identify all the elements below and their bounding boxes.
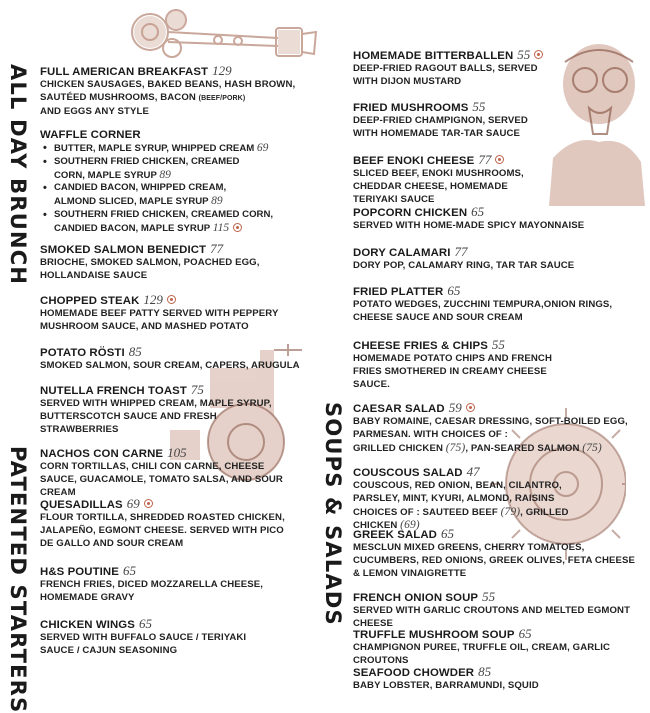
item-description: HOMEMADE BEEF PATTY SERVED WITH PEPPERY MUSHROOM SAUCE, AND MASHED POTATO [40,308,279,332]
menu-item-smoked-salmon-benedict [40,242,330,283]
menu-item-fried-mushrooms [353,100,643,141]
item-name: CAESAR SALAD 59 [353,401,643,416]
menu-item-nutella-french-toast [40,383,330,436]
item-price: 77 [478,152,492,167]
item-description: CHAMPIGNON PUREE, TRUFFLE OIL, CREAM, GARLIC CROUTONS [353,642,611,666]
item-name: CHICKEN WINGS 65 [40,616,152,631]
item-name: POPCORN CHICKEN 65 [353,204,485,219]
item-description: CHICKEN SAUSAGES, BAKED BEANS, HASH BROWN, SAUTÉED MUSHROOMS, BACON (BEEF/PORK) AND EGGS ANY STYLE [40,79,296,117]
item-price: 55 [472,99,486,114]
menu-item-hs-poutine [40,564,330,605]
item-name: FRIED PLATTER 65 [353,283,461,298]
item-price: 55 [491,337,505,352]
menu-item-cheese-fries-chips [353,338,643,391]
list-item: • CANDIED BACON, WHIPPED CREAM, ALMOND SLICED, MAPLE SYRUP 89 [54,182,264,209]
item-price: 65 [471,204,485,219]
menu-item-quesadillas [40,497,330,550]
menu-item-homemade-bitterballen [353,48,643,89]
section-title-soups-salads: SOUPS & SALADS [321,402,345,626]
item-description: SERVED WITH HOME-MADE SPICY MAYONNAISE [353,220,585,231]
item-description: SLICED BEEF, ENOKI MUSHROOMS, CHEDDAR CHEESE, HOMEMADE TERIYAKI SAUCE [353,168,524,205]
item-price: 65 [441,526,455,541]
item-price: 47 [466,464,480,479]
item-description: MESCLUN MIXED GREENS, CHERRY TOMATOES, CUCUMBERS, RED ONIONS, GREEK OLIVES, FETA CHEESE & LEMON VINAIGRETTE [353,542,635,579]
list-item: • BUTTER, MAPLE SYRUP, WHIPPED CREAM 69 [54,142,330,156]
menu-item-nachos-con-carne [40,446,330,499]
item-name: TRUFFLE MUSHROOM SOUP 65 [353,626,532,641]
signature-badge-icon [534,50,543,59]
item-price: 77 [210,241,224,256]
item-description: POTATO WEDGES, ZUCCHINI TEMPURA,ONION RINGS, CHEESE SAUCE AND SOUR CREAM [353,299,613,323]
item-price: 65 [447,283,461,298]
item-name: FULL AMERICAN BREAKFAST 129 [40,63,232,78]
menu-item-french-onion-soup [353,590,643,631]
item-price: 129 [143,292,163,307]
item-description: COUSCOUS, RED ONION, BEAN, CILANTRO, PARSLEY, MINT, KYURI, ALMOND, RAISINS CHOICES OF : SAUTEED BEEF (79), GRILLED CHICKEN (69) [353,480,569,532]
menu-item-potato-rosti [40,345,330,373]
menu-item-fried-platter [353,284,643,325]
item-name: SEAFOOD CHOWDER 85 [353,664,492,679]
item-price: 77 [454,244,468,259]
item-name: BEEF ENOKI CHEESE 77 [353,153,643,168]
item-description: DEEP-FRIED RAGOUT BALLS, SERVED WITH DIJON MUSTARD [353,63,538,87]
item-note: (BEEF/PORK) [198,94,246,102]
item-description: SMOKED SALMON, SOUR CREAM, CAPERS, ARUGULA [40,360,300,371]
item-name: NUTELLA FRENCH TOAST 75 [40,382,204,397]
menu-item-caesar-salad [353,401,643,455]
item-name: POTATO RÖSTI 85 [40,344,142,359]
item-price: 55 [482,589,496,604]
item-price: 85 [478,664,492,679]
signature-badge-icon [495,155,504,164]
item-name: SMOKED SALMON BENEDICT 77 [40,241,224,256]
menu-item-popcorn-chicken [353,205,643,233]
menu-item-greek-salad [353,527,643,580]
menu-item-dory-calamari [353,245,643,273]
item-name: CHOPPED STEAK 129 [40,293,330,308]
signature-badge-icon [144,499,153,508]
item-description: SERVED WITH GARLIC CROUTONS AND MELTED EGMONT CHEESE [353,605,631,629]
item-name: WAFFLE CORNER [40,129,141,141]
item-name: DORY CALAMARI 77 [353,244,468,259]
item-description: BABY LOBSTER, BARRAMUNDI, SQUID [353,680,539,691]
item-name: FRIED MUSHROOMS 55 [353,99,486,114]
menu-item-chopped-steak [40,293,330,334]
item-description: FLOUR TORTILLA, SHREDDED ROASTED CHICKEN, JALAPEÑO, EGMONT CHEESE. SERVED WITH PICO DE GALLO AND SOUR CREAM [40,512,285,549]
item-name: QUESADILLAS 69 [40,497,330,512]
signature-badge-icon [466,403,475,412]
item-price: 85 [128,344,142,359]
signature-badge-icon [233,223,242,232]
item-name: CHEESE FRIES & CHIPS 55 [353,337,505,352]
item-description: HOMEMADE POTATO CHIPS AND FRENCH FRIES SMOTHERED IN CREAMY CHEESE SAUCE. [353,353,552,390]
list-item: • SOUTHERN FRIED CHICKEN, CREAMED CORN, CANDIED BACON, MAPLE SYRUP 115 [54,209,274,236]
item-description: FRENCH FRIES, DICED MOZZARELLA CHEESE, HOMEMADE GRAVY [40,579,264,603]
item-description: BABY ROMAINE, CAESAR DRESSING, SOFT-BOILED EGG, PARMESAN. WITH CHOICES OF : GRILLED CHICKEN (75), PAN-SEARED SALMON (75) [353,416,628,454]
item-price: 129 [212,63,232,78]
item-name: H&S POUTINE 65 [40,563,136,578]
menu-item-beef-enoki-cheese [353,153,643,206]
item-description: BRIOCHE, SMOKED SALMON, POACHED EGG, HOLLANDAISE SAUCE [40,257,260,281]
item-price: 65 [122,563,136,578]
menu-item-full-american-breakfast [40,64,330,118]
menu-item-couscous-salad [353,465,643,533]
menu-item-truffle-mushroom-soup [353,627,643,668]
item-name: COUSCOUS SALAD 47 [353,464,480,479]
item-price: 65 [518,626,532,641]
item-price: 75 [190,382,204,397]
signature-badge-icon [167,295,176,304]
item-price: 55 [517,47,531,62]
item-name: HOMEMADE BITTERBALLEN 55 [353,48,643,63]
item-name: GREEK SALAD 65 [353,526,455,541]
item-description: SERVED WITH WHIPPED CREAM, MAPLE SYRUP, BUTTERSCOTCH SAUCE AND FRESH STRAWBERRIES [40,398,272,435]
waffle-options-list [40,142,330,236]
section-title-all-day-brunch: ALL DAY BRUNCH [6,64,30,286]
item-description: DEEP-FRIED CHAMPIGNON, SERVED WITH HOMEMADE TAR-TAR SAUCE [353,115,528,139]
item-name: NACHOS CON CARNE 105 [40,445,187,460]
item-description: CORN TORTILLAS, CHILI CON CARNE, CHEESE SAUCE, GUACAMOLE, TOMATO SALSA, AND SOUR CREAM [40,461,283,498]
menu-item-chicken-wings [40,617,330,658]
item-price: 69 [126,496,140,511]
item-price: 59 [448,400,462,415]
item-price: 105 [167,445,187,460]
item-price: 65 [138,616,152,631]
item-name: FRENCH ONION SOUP 55 [353,589,496,604]
menu-item-seafood-chowder [353,665,643,693]
section-title-patented-starters: PATENTED STARTERS [6,446,30,713]
item-description: SERVED WITH BUFFALO SAUCE / TERIYAKI SAUCE / CAJUN SEASONING [40,632,247,656]
menu-item-waffle-corner [40,128,330,236]
list-item: • SOUTHERN FRIED CHICKEN, CREAMED CORN, MAPLE SYRUP 89 [54,156,269,183]
item-description: DORY POP, CALAMARY RING, TAR TAR SAUCE [353,260,575,271]
